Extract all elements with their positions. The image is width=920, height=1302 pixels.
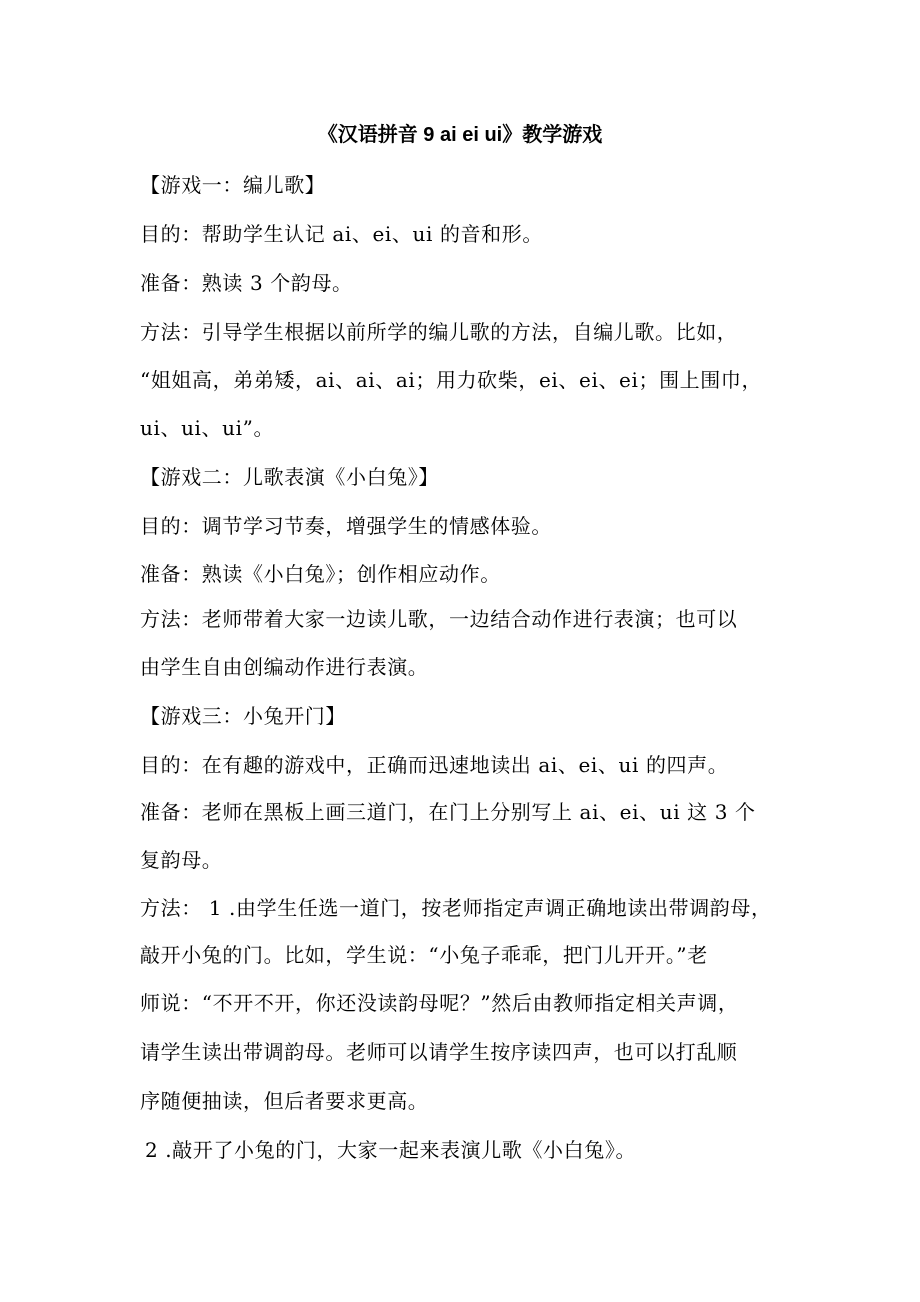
paragraph-line: 请学生读出带调韵母。老师可以请学生按序读四声，也可以打乱顺 xyxy=(140,1040,738,1064)
paragraph-line: 复韵母。 xyxy=(140,848,223,872)
paragraph-line: 准备：熟读 3 个韵母。 xyxy=(140,271,353,295)
section-heading-game-3: 【游戏三：小兔开门】 xyxy=(140,704,346,728)
paragraph-line: 方法：老师带着大家一边读儿歌，一边结合动作进行表演；也可以 xyxy=(140,607,738,631)
paragraph-line: 方法：引导学生根据以前所学的编儿歌的方法，自编儿歌。比如， xyxy=(140,320,738,344)
section-heading-game-1: 【游戏一：编儿歌】 xyxy=(140,173,326,197)
paragraph-line: 方法： 1 .由学生任选一道门，按老师指定声调正确地读出带调韵母， xyxy=(140,896,772,920)
paragraph-line: ui、ui、ui”。 xyxy=(140,416,275,440)
paragraph-line: 敲开小兔的门。比如，学生说：“小兔子乖乖，把门儿开开。”老 xyxy=(140,943,708,967)
paragraph-line: 目的：在有趣的游戏中，正确而迅速地读出 ai、ei、ui 的四声。 xyxy=(140,753,729,777)
paragraph-line: 准备：熟读《小白兔》；创作相应动作。 xyxy=(140,562,501,586)
paragraph-line: 目的：帮助学生认记 ai、ei、ui 的音和形。 xyxy=(140,222,543,246)
section-heading-game-2: 【游戏二：儿歌表演《小白兔》】 xyxy=(140,465,439,489)
paragraph-line: 2 .敲开了小兔的门，大家一起来表演儿歌《小白兔》。 xyxy=(145,1138,637,1162)
paragraph-line: 由学生自由创编动作进行表演。 xyxy=(140,655,429,679)
paragraph-line: 准备：老师在黑板上画三道门，在门上分别写上 ai、ei、ui 这 3 个 xyxy=(140,800,756,824)
paragraph-line: 目的：调节学习节奏，增强学生的情感体验。 xyxy=(140,514,552,538)
paragraph-line: 序随便抽读，但后者要求更高。 xyxy=(140,1089,429,1113)
paragraph-line: “姐姐高，弟弟矮，ai、ai、ai；用力砍柴，ei、ei、ei；围上围巾， xyxy=(140,368,763,392)
paragraph-line: 师说：“不开不开，你还没读韵母呢？”然后由教师指定相关声调， xyxy=(140,991,739,1015)
document-title: 《汉语拼音 9 ai ei ui》教学游戏 xyxy=(317,124,603,146)
